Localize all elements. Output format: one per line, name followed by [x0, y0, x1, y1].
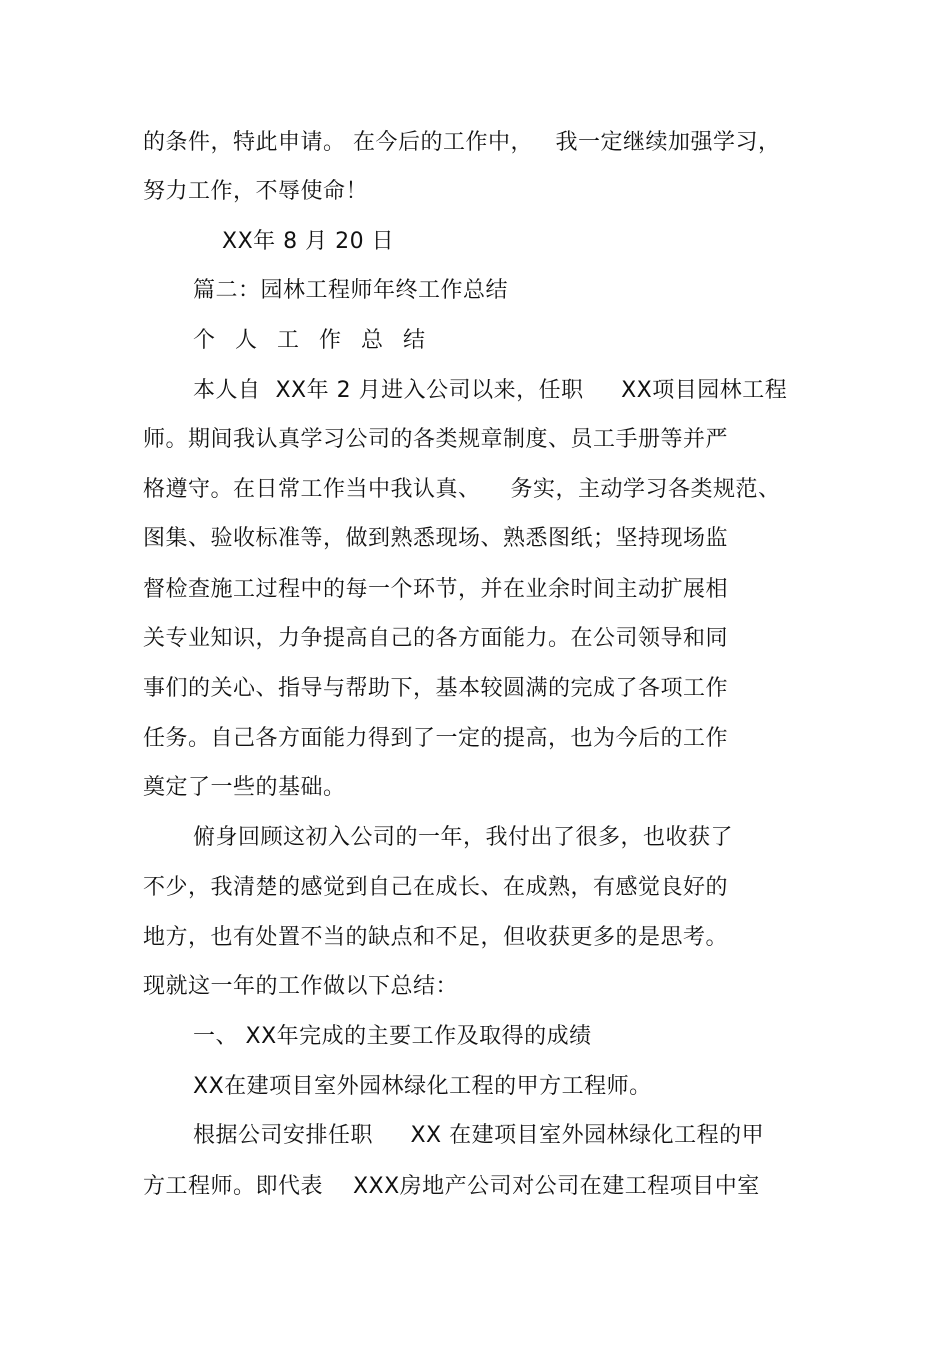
- subsection-title: 一、 XX年完成的主要工作及取得的成绩: [193, 1024, 592, 1049]
- section-title: 篇二：园林工程师年终工作总结: [193, 278, 509, 303]
- text-line-7: 师。期间我认真学习公司的各类规章制度、员工手册等并严: [143, 427, 729, 452]
- document-heading: 个人工作总结: [193, 328, 446, 353]
- text-line-12: 事们的关心、指导与帮助下，基本较圆满的完成了各项工作: [143, 676, 729, 701]
- text-line-9: 图集、验收标准等，做到熟悉现场、熟悉图纸；坚持现场监: [143, 526, 729, 551]
- text-line-11: 关专业知识，力争提高自己的各方面能力。在公司领导和同: [143, 626, 729, 651]
- text-line-18: 现就这一年的工作做以下总结：: [143, 974, 459, 999]
- text-line-22: 方工程师。即代表 XXX房地产公司对公司在建工程项目中室: [143, 1174, 760, 1199]
- date-line: XX年 8 月 20 日: [222, 229, 395, 254]
- text-line-6: 本人自 XX年 2 月进入公司以来，任职 XX项目园林工程: [193, 378, 788, 403]
- text-line-21: 根据公司安排任职 XX 在建项目室外园林绿化工程的甲: [193, 1123, 765, 1148]
- text-line-10: 督检查施工过程中的每一个环节，并在业余时间主动扩展相: [143, 577, 729, 602]
- text-line-8: 格遵守。在日常工作当中我认真、 务实，主动学习各类规范、: [143, 477, 781, 502]
- text-line-16: 不少，我清楚的感觉到自己在成长、在成熟，有感觉良好的: [143, 875, 729, 900]
- text-line-15: 俯身回顾这初入公司的一年，我付出了很多，也收获了: [193, 825, 734, 850]
- text-line-13: 任务。自己各方面能力得到了一定的提高，也为今后的工作: [143, 726, 729, 751]
- text-line-14: 奠定了一些的基础。: [143, 775, 346, 800]
- text-line-1: 的条件，特此申请。 在今后的工作中， 我一定继续加强学习，: [143, 130, 781, 155]
- text-line-20: XX在建项目室外园林绿化工程的甲方工程师。: [193, 1074, 652, 1099]
- text-line-2: 努力工作，不辱使命！: [143, 179, 369, 204]
- text-line-17: 地方，也有处置不当的缺点和不足，但收获更多的是思考。: [143, 925, 729, 950]
